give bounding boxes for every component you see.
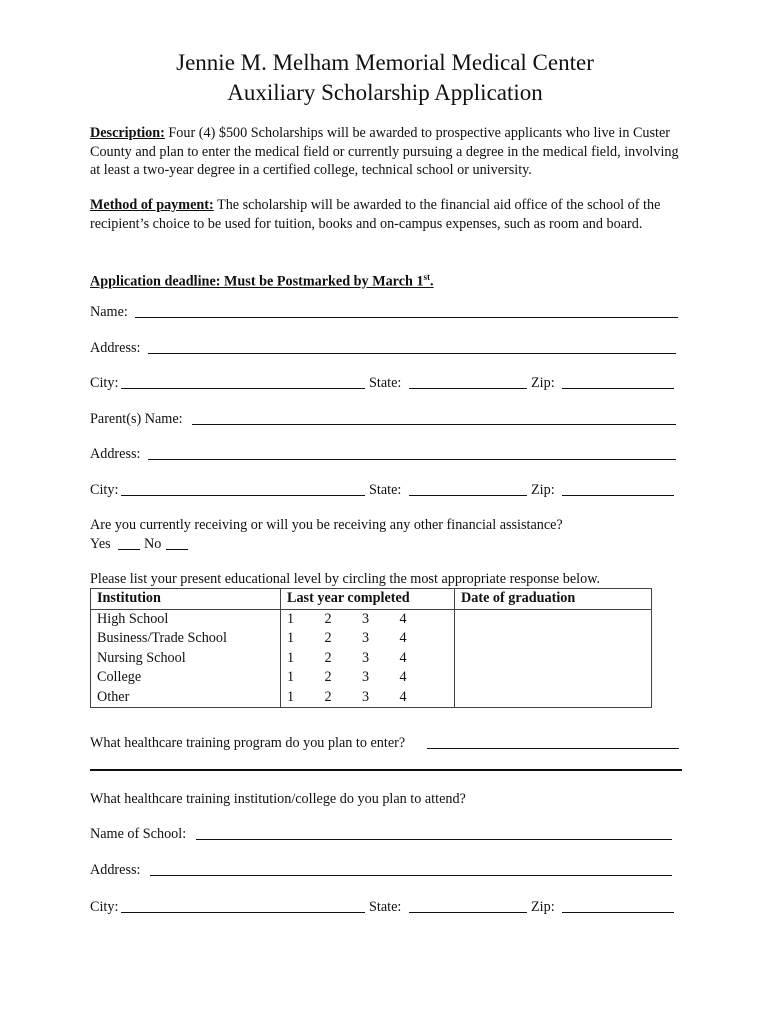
education-intro-text: Please list your present educational level by circling the most appropriate response below. <box>90 571 601 587</box>
year-option[interactable]: 1 <box>287 669 295 686</box>
year-option[interactable]: 4 <box>399 630 407 647</box>
assistance-question <box>90 515 682 535</box>
payment-text: The scholarship will be awarded to the financial aid office of the school of the recipient’s choice to be used for tuition, books and on-campus expenses, such as room and board. <box>90 197 661 232</box>
deadline-notice <box>90 268 682 291</box>
school-zip-field[interactable] <box>562 912 674 913</box>
assistance-no-label: No <box>144 536 162 552</box>
applicant-name-row <box>90 302 682 322</box>
parent-address-field[interactable] <box>148 459 676 460</box>
institution-cell: Business/Trade School <box>91 629 281 649</box>
deadline-text: Application deadline: Must be Postmarked by March 1 <box>90 273 424 290</box>
page-subtitle: Auxiliary Scholarship Application <box>227 80 543 105</box>
year-option[interactable]: 2 <box>324 688 332 705</box>
program-question: What healthcare training program do you plan to enter? <box>90 735 406 751</box>
year-option[interactable]: 3 <box>362 688 370 705</box>
institution-cell: High School <box>91 609 281 629</box>
graduation-date-cell[interactable] <box>455 649 652 669</box>
applicant-address-label: Address: <box>90 340 141 356</box>
school-question-text: What healthcare training institution/college do you plan to attend? <box>90 791 466 807</box>
assistance-yes-label: Yes <box>90 536 111 552</box>
school-address-row <box>90 860 682 880</box>
page-title: Jennie M. Melham Memorial Medical Center <box>176 50 594 75</box>
table-row <box>91 629 652 649</box>
year-option[interactable]: 2 <box>324 669 332 686</box>
parent-name-label: Parent(s) Name: <box>90 411 183 427</box>
parent-city-label: City: <box>90 482 119 498</box>
description-label: Description: <box>90 125 165 141</box>
year-options[interactable] <box>281 609 455 629</box>
school-state-label: State: <box>369 899 402 915</box>
program-row <box>90 733 682 753</box>
parent-city-row <box>90 480 682 500</box>
year-options[interactable] <box>281 629 455 649</box>
graduation-date-cell[interactable] <box>455 668 652 688</box>
year-option[interactable]: 3 <box>362 630 370 647</box>
school-name-field[interactable] <box>196 839 672 840</box>
assistance-question-text: Are you currently receiving or will you be receiving any other financial assistance? <box>90 517 563 533</box>
year-options[interactable] <box>281 688 455 708</box>
institution-cell: College <box>91 668 281 688</box>
year-option[interactable]: 1 <box>287 688 295 705</box>
parent-address-row <box>90 444 682 464</box>
parent-city-field[interactable] <box>121 495 365 496</box>
year-option[interactable]: 3 <box>362 649 370 666</box>
deadline-end: . <box>430 273 434 290</box>
graduation-date-cell[interactable] <box>455 688 652 708</box>
institution-cell: Nursing School <box>91 649 281 669</box>
parent-state-label: State: <box>369 482 402 498</box>
institution-cell: Other <box>91 688 281 708</box>
school-question <box>90 789 682 809</box>
header-graduation-date: Date of graduation <box>455 589 652 610</box>
program-continuation-line <box>90 769 682 771</box>
parent-name-row <box>90 409 682 429</box>
payment-paragraph <box>90 196 682 233</box>
education-intro <box>90 569 682 589</box>
education-table <box>90 588 652 708</box>
school-city-label: City: <box>90 899 119 915</box>
table-row <box>91 688 652 708</box>
assistance-yes-field[interactable] <box>118 549 140 550</box>
header-institution: Institution <box>91 589 281 610</box>
header-last-year: Last year completed <box>281 589 455 610</box>
table-row <box>91 649 652 669</box>
graduation-date-cell[interactable] <box>455 609 652 629</box>
parent-zip-label: Zip: <box>531 482 555 498</box>
applicant-city-label: City: <box>90 375 119 391</box>
year-option[interactable]: 2 <box>324 649 332 666</box>
applicant-address-field[interactable] <box>148 353 676 354</box>
applicant-name-label: Name: <box>90 304 128 320</box>
table-row <box>91 609 652 629</box>
applicant-zip-label: Zip: <box>531 375 555 391</box>
year-options[interactable] <box>281 649 455 669</box>
assistance-no-field[interactable] <box>166 549 188 550</box>
parent-state-field[interactable] <box>409 495 527 496</box>
year-option[interactable]: 3 <box>362 610 370 627</box>
school-city-row <box>90 897 682 917</box>
parent-zip-field[interactable] <box>562 495 674 496</box>
year-option[interactable]: 1 <box>287 610 295 627</box>
school-state-field[interactable] <box>409 912 527 913</box>
parent-name-field[interactable] <box>192 424 676 425</box>
school-name-row <box>90 824 682 844</box>
year-option[interactable]: 4 <box>399 610 407 627</box>
applicant-city-field[interactable] <box>121 388 365 389</box>
description-paragraph <box>90 124 682 180</box>
year-option[interactable]: 2 <box>324 610 332 627</box>
school-address-label: Address: <box>90 862 141 878</box>
year-option[interactable]: 1 <box>287 630 295 647</box>
school-zip-label: Zip: <box>531 899 555 915</box>
year-option[interactable]: 3 <box>362 669 370 686</box>
school-city-field[interactable] <box>121 912 365 913</box>
payment-label: Method of payment: <box>90 197 214 213</box>
parent-address-label: Address: <box>90 446 141 462</box>
year-option[interactable]: 4 <box>399 649 407 666</box>
year-option[interactable]: 1 <box>287 649 295 666</box>
description-text: Four (4) $500 Scholarships will be awarded to prospective applicants who live in Custer County and plan to enter the medical field or currently pursuing a degree in the medical field, involving at least a two-year degree in a certified college, technical school or university. <box>90 125 679 178</box>
school-name-label: Name of School: <box>90 826 187 842</box>
year-option[interactable]: 4 <box>399 669 407 686</box>
applicant-city-row <box>90 373 682 393</box>
applicant-name-field[interactable] <box>135 317 678 318</box>
education-header-row <box>91 589 652 610</box>
applicant-address-row <box>90 338 682 358</box>
applicant-state-field[interactable] <box>409 388 527 389</box>
year-option[interactable]: 4 <box>399 688 407 705</box>
applicant-state-label: State: <box>369 375 402 391</box>
table-row <box>91 668 652 688</box>
year-option[interactable]: 2 <box>324 630 332 647</box>
program-field[interactable] <box>427 748 679 749</box>
deadline-sup: st <box>423 272 431 282</box>
school-address-field[interactable] <box>150 875 672 876</box>
graduation-date-cell[interactable] <box>455 629 652 649</box>
applicant-zip-field[interactable] <box>562 388 674 389</box>
assistance-answer-row <box>90 534 682 554</box>
year-options[interactable] <box>281 668 455 688</box>
